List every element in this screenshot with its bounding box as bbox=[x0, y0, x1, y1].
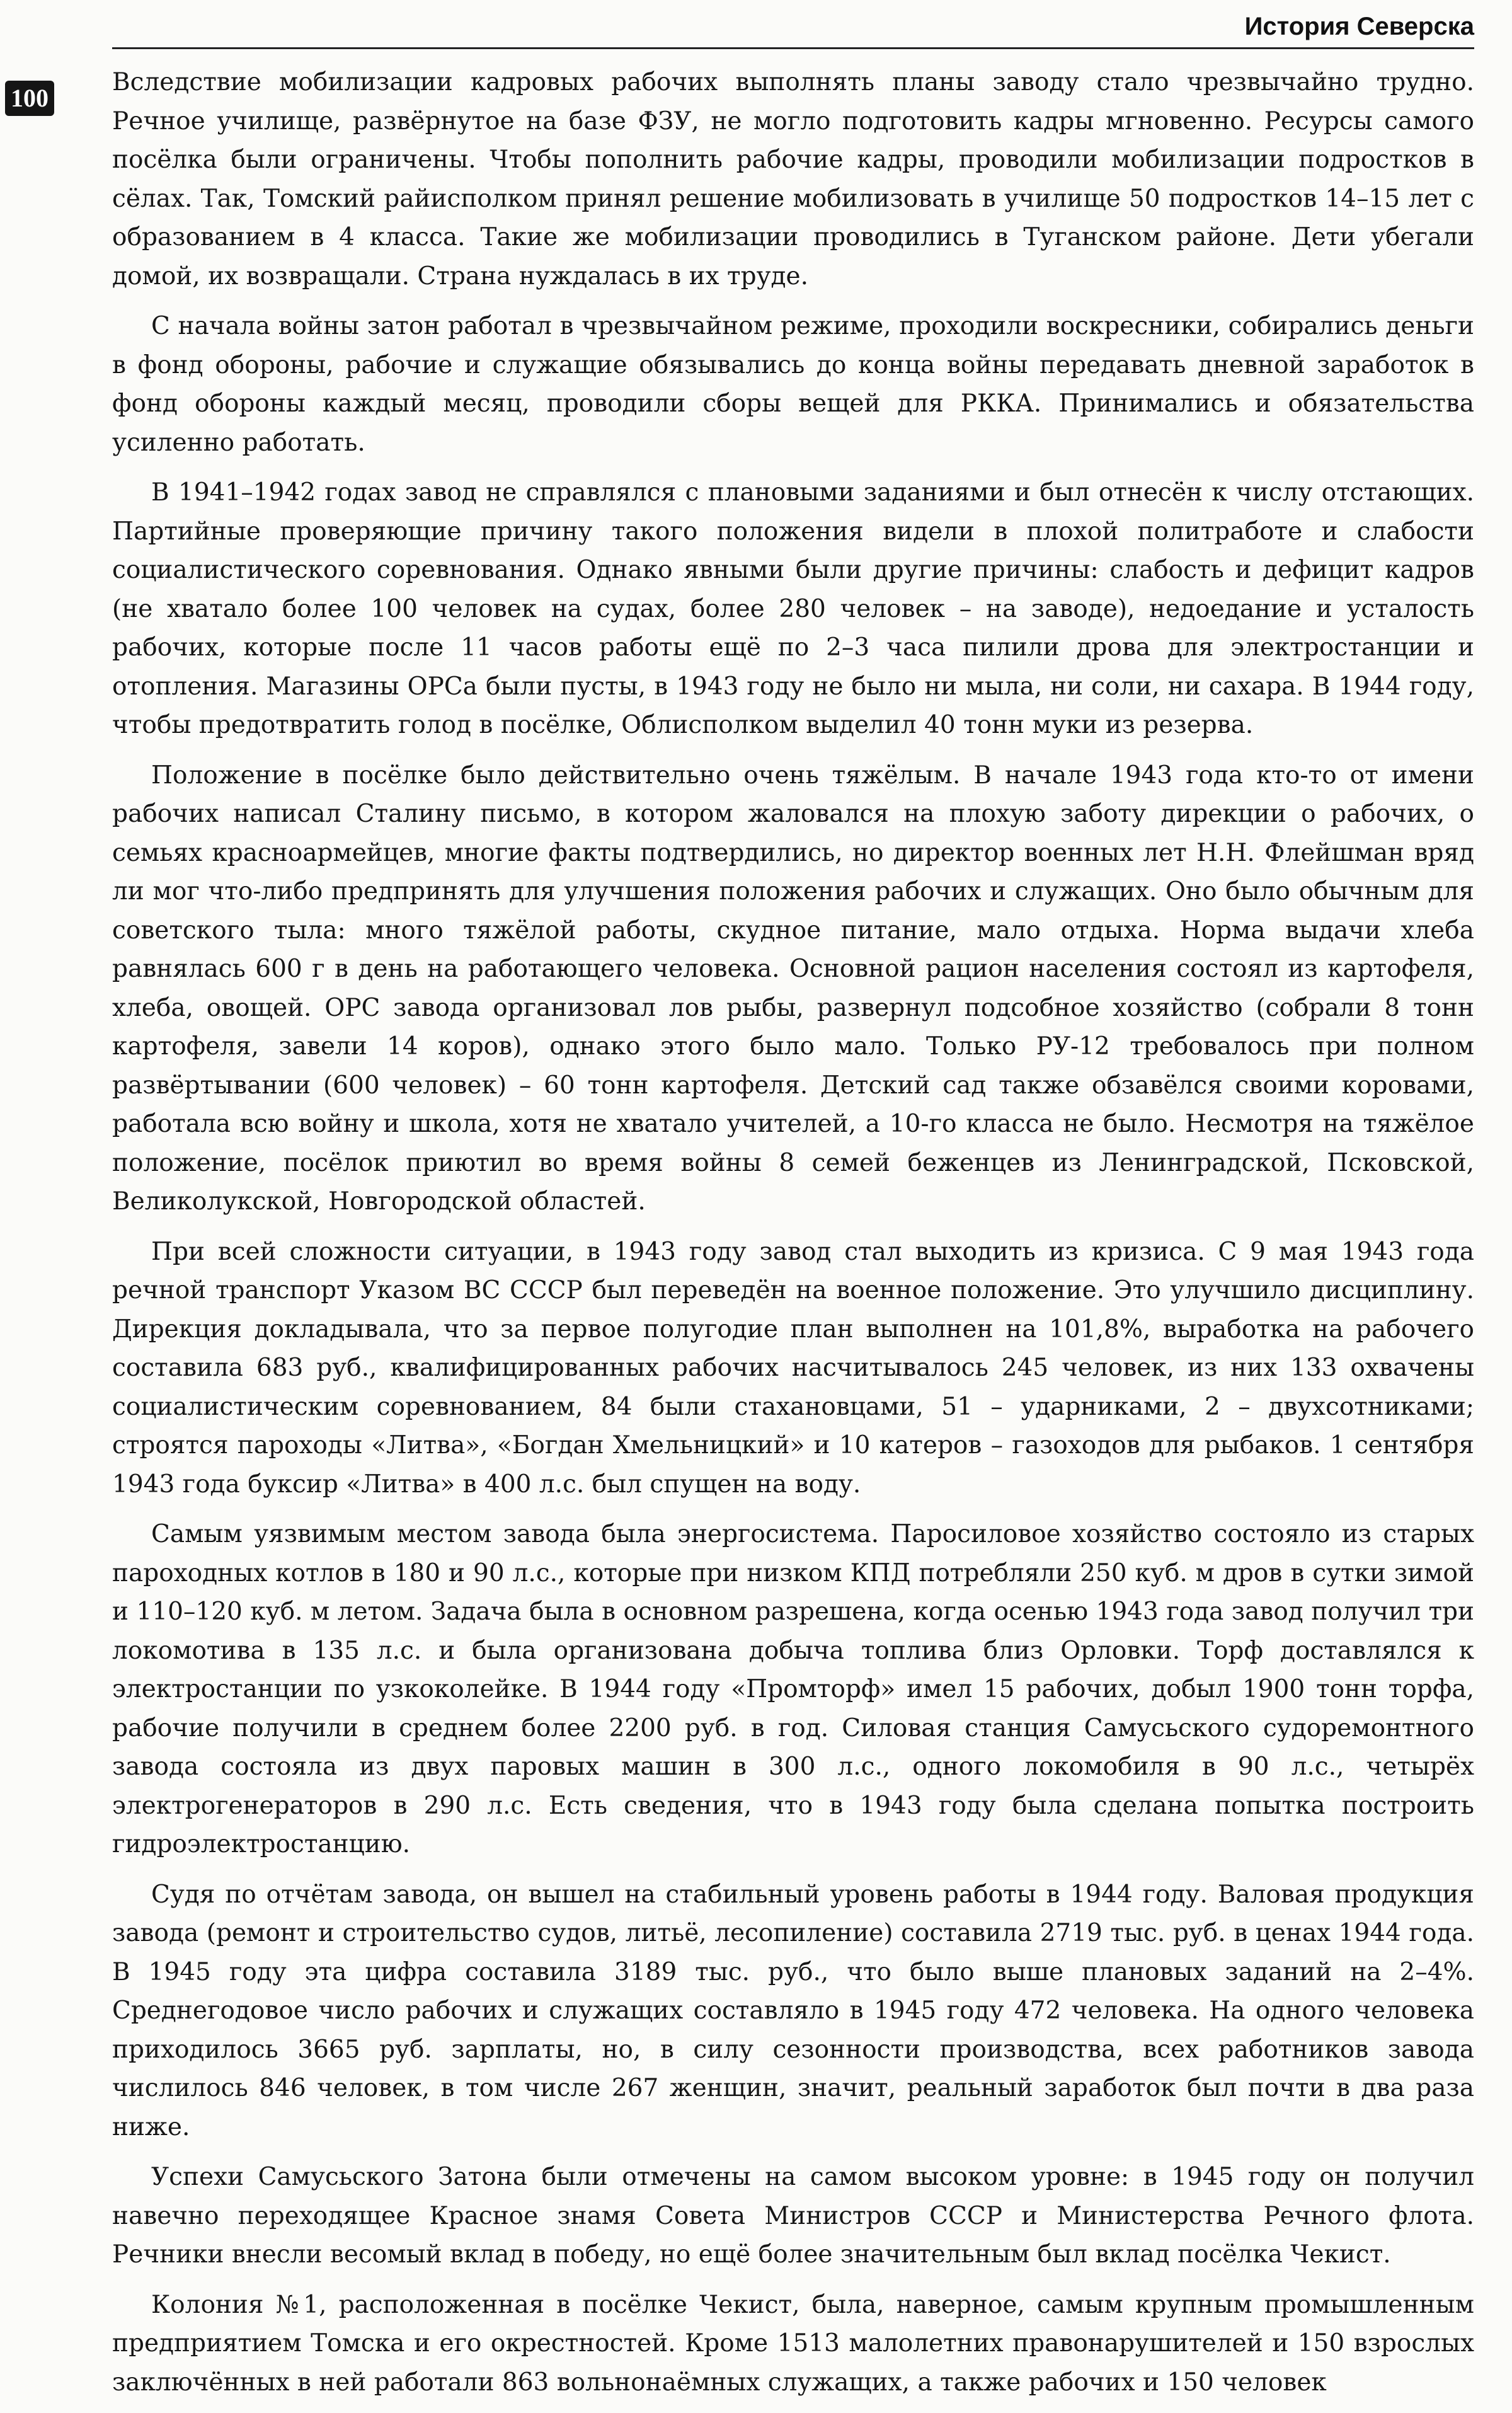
book-title: История Северска bbox=[1244, 13, 1474, 40]
paragraph: Вследствие мобилизации кадровых рабочих выполнять планы заводу стало чрезвычайно трудно. Речное училище, развёрнутое на базе ФЗУ, не могло подготовить кадры мгновенно. Ресурсы самого посёлка были ограничены. Чтобы пополнить рабочие кадры, проводили мобилизации подростков в сёлах. Так, Томский райисполком принял решение мобилизовать в училище 50 подростков 14–15 лет с образованием в 4 класса. Такие же мобилизации проводились в Туганском районе. Дети убегали домой, их возвращали. Страна нуждалась в их труде. bbox=[112, 68, 1474, 291]
page-number: 100 bbox=[5, 81, 54, 116]
paragraph: При всей сложности ситуации, в 1943 году завод стал выходить из кризиса. С 9 мая 1943 года речной транспорт Указом ВС СССР был переведён на военное положение. Это улучшило дисциплину. Дирекция докладывала, что за первое полугодие план выполнен на 101,8%, выработка на рабочего составила 683 руб., квалифицированных рабочих насчитывалось 245 человек, из них 133 охвачены социалистическим соревнованием, 84 были стахановцами, 51 – ударниками, 2 – двухсотниками; строятся пароходы «Литва», «Богдан Хмельницкий» и 10 катеров – газоходов для рыбаков. 1 сентября 1943 года буксир «Литва» в 400 л.с. был спущен на воду. bbox=[112, 1237, 1474, 1499]
paragraph: Судя по отчётам завода, он вышел на стабильный уровень работы в 1944 году. Валовая продукция завода (ремонт и строительство судов, литьё, лесопиление) составила 2719 тыс. руб. в ценах 1944 года. В 1945 году эта цифра составила 3189 тыс. руб., что было выше плановых заданий на 2–4%. Среднегодовое число рабочих и служащих составляло в 1945 году 472 человека. На одного человека приходилось 3665 руб. зарплаты, но, в силу сезонности производства, всех работников завода числилось 846 человек, в том числе 267 женщин, значит, реальный заработок был почти в два раза ниже. bbox=[112, 1880, 1474, 2141]
paragraph: Колония №1, расположенная в посёлке Чекист, была, наверное, самым крупным промышленным предприятием Томска и его окрестностей. Кроме 1513 малолетних правонарушителей и 150 взрослых заключённых в ней работали 863 вольнонаёмных служащих, а также рабочих и 150 человек bbox=[112, 2290, 1474, 2397]
paragraph: В 1941–1942 годах завод не справлялся с плановыми заданиями и был отнесён к числу отстающих. Партийные проверяющие причину такого положения видели в плохой политработе и слабости социалистического соревнования. Однако явными были другие причины: слабость и дефицит кадров (не хватало более 100 человек на судах, более 280 человек – на заводе), недоедание и усталость рабочих, которые после 11 часов работы ещё по 2–3 часа пилили дрова для электростанции и отопления. Магазины ОРСа были пусты, в 1943 году не было ни мыла, ни соли, ни сахара. В 1944 году, чтобы предотвратить голод в посёлке, Облисполком выделил 40 тонн муки из резерва. bbox=[112, 478, 1474, 739]
paragraph: Самым уязвимым местом завода была энергосистема. Паросиловое хозяйство состояло из старых пароходных котлов в 180 и 90 л.с., которые при низком КПД потребляли 250 куб. м дров в сутки зимой и 110–120 куб. м летом. Задача была в основном разрешена, когда осенью 1943 года завод получил три локомотива в 135 л.с. и была организована добыча топлива близ Орловки. Торф доставлялся к электростанции по узкоколейке. В 1944 году «Промторф» имел 15 рабочих, добыл 1900 тонн торфа, рабочие получили в среднем более 2200 руб. в год. Силовая станция Самусьского судоремонтного завода состояла из двух паровых машин в 300 л.с., одного локомобиля в 90 л.с., четырёх электрогенераторов в 290 л.с. Есть сведения, что в 1943 году была сделана попытка построить гидроэлектростанцию. bbox=[112, 1520, 1474, 1858]
paragraph: С начала войны затон работал в чрезвычайном режиме, проходили воскресники, собирались деньги в фонд обороны, рабочие и служащие обязывались до конца войны передавать дневной заработок в фонд обороны каждый месяц, проводили сборы вещей для РККА. Принимались и обязательства усиленно работать. bbox=[112, 312, 1474, 457]
body-text bbox=[112, 63, 1474, 2413]
header-rule bbox=[112, 47, 1474, 49]
paragraph: Успехи Самусьского Затона были отмечены на самом высоком уровне: в 1945 году он получил навечно переходящее Красное знамя Совета Министров СССР и Министерства Речного флота. Речники внесли весомый вклад в победу, но ещё более значительным был вклад посёлка Чекист. bbox=[112, 2163, 1474, 2269]
running-header bbox=[112, 11, 1474, 49]
paragraph: Положение в посёлке было действительно очень тяжёлым. В начале 1943 года кто-то от имени рабочих написал Сталину письмо, в котором жаловался на плохую заботу дирекции о рабочих, о семьях красноармейцев, многие факты подтвердились, но директор военных лет Н.Н. Флейшман вряд ли мог что-либо предпринять для улучшения положения рабочих и служащих. Оно было обычным для советского тыла: много тяжёлой работы, скудное питание, мало отдыха. Норма выдачи хлеба равнялась 600 г в день на работающего человека. Основной рацион населения состоял из картофеля, хлеба, овощей. ОРС завода организовал лов рыбы, развернул подсобное хозяйство (собрали 8 тонн картофеля, завели 14 коров), однако этого было мало. Только РУ-12 требовалось при полном развёртывании (600 человек) – 60 тонн картофеля. Детский сад также обзавёлся своими коровами, работала всю войну и школа, хотя не хватало учителей, а 10-го класса не было. Несмотря на тяжёлое положение, посёлок приютил во время войны 8 семей беженцев из Ленинградской, Псковской, Великолукской, Новгородской областей. bbox=[112, 761, 1474, 1216]
